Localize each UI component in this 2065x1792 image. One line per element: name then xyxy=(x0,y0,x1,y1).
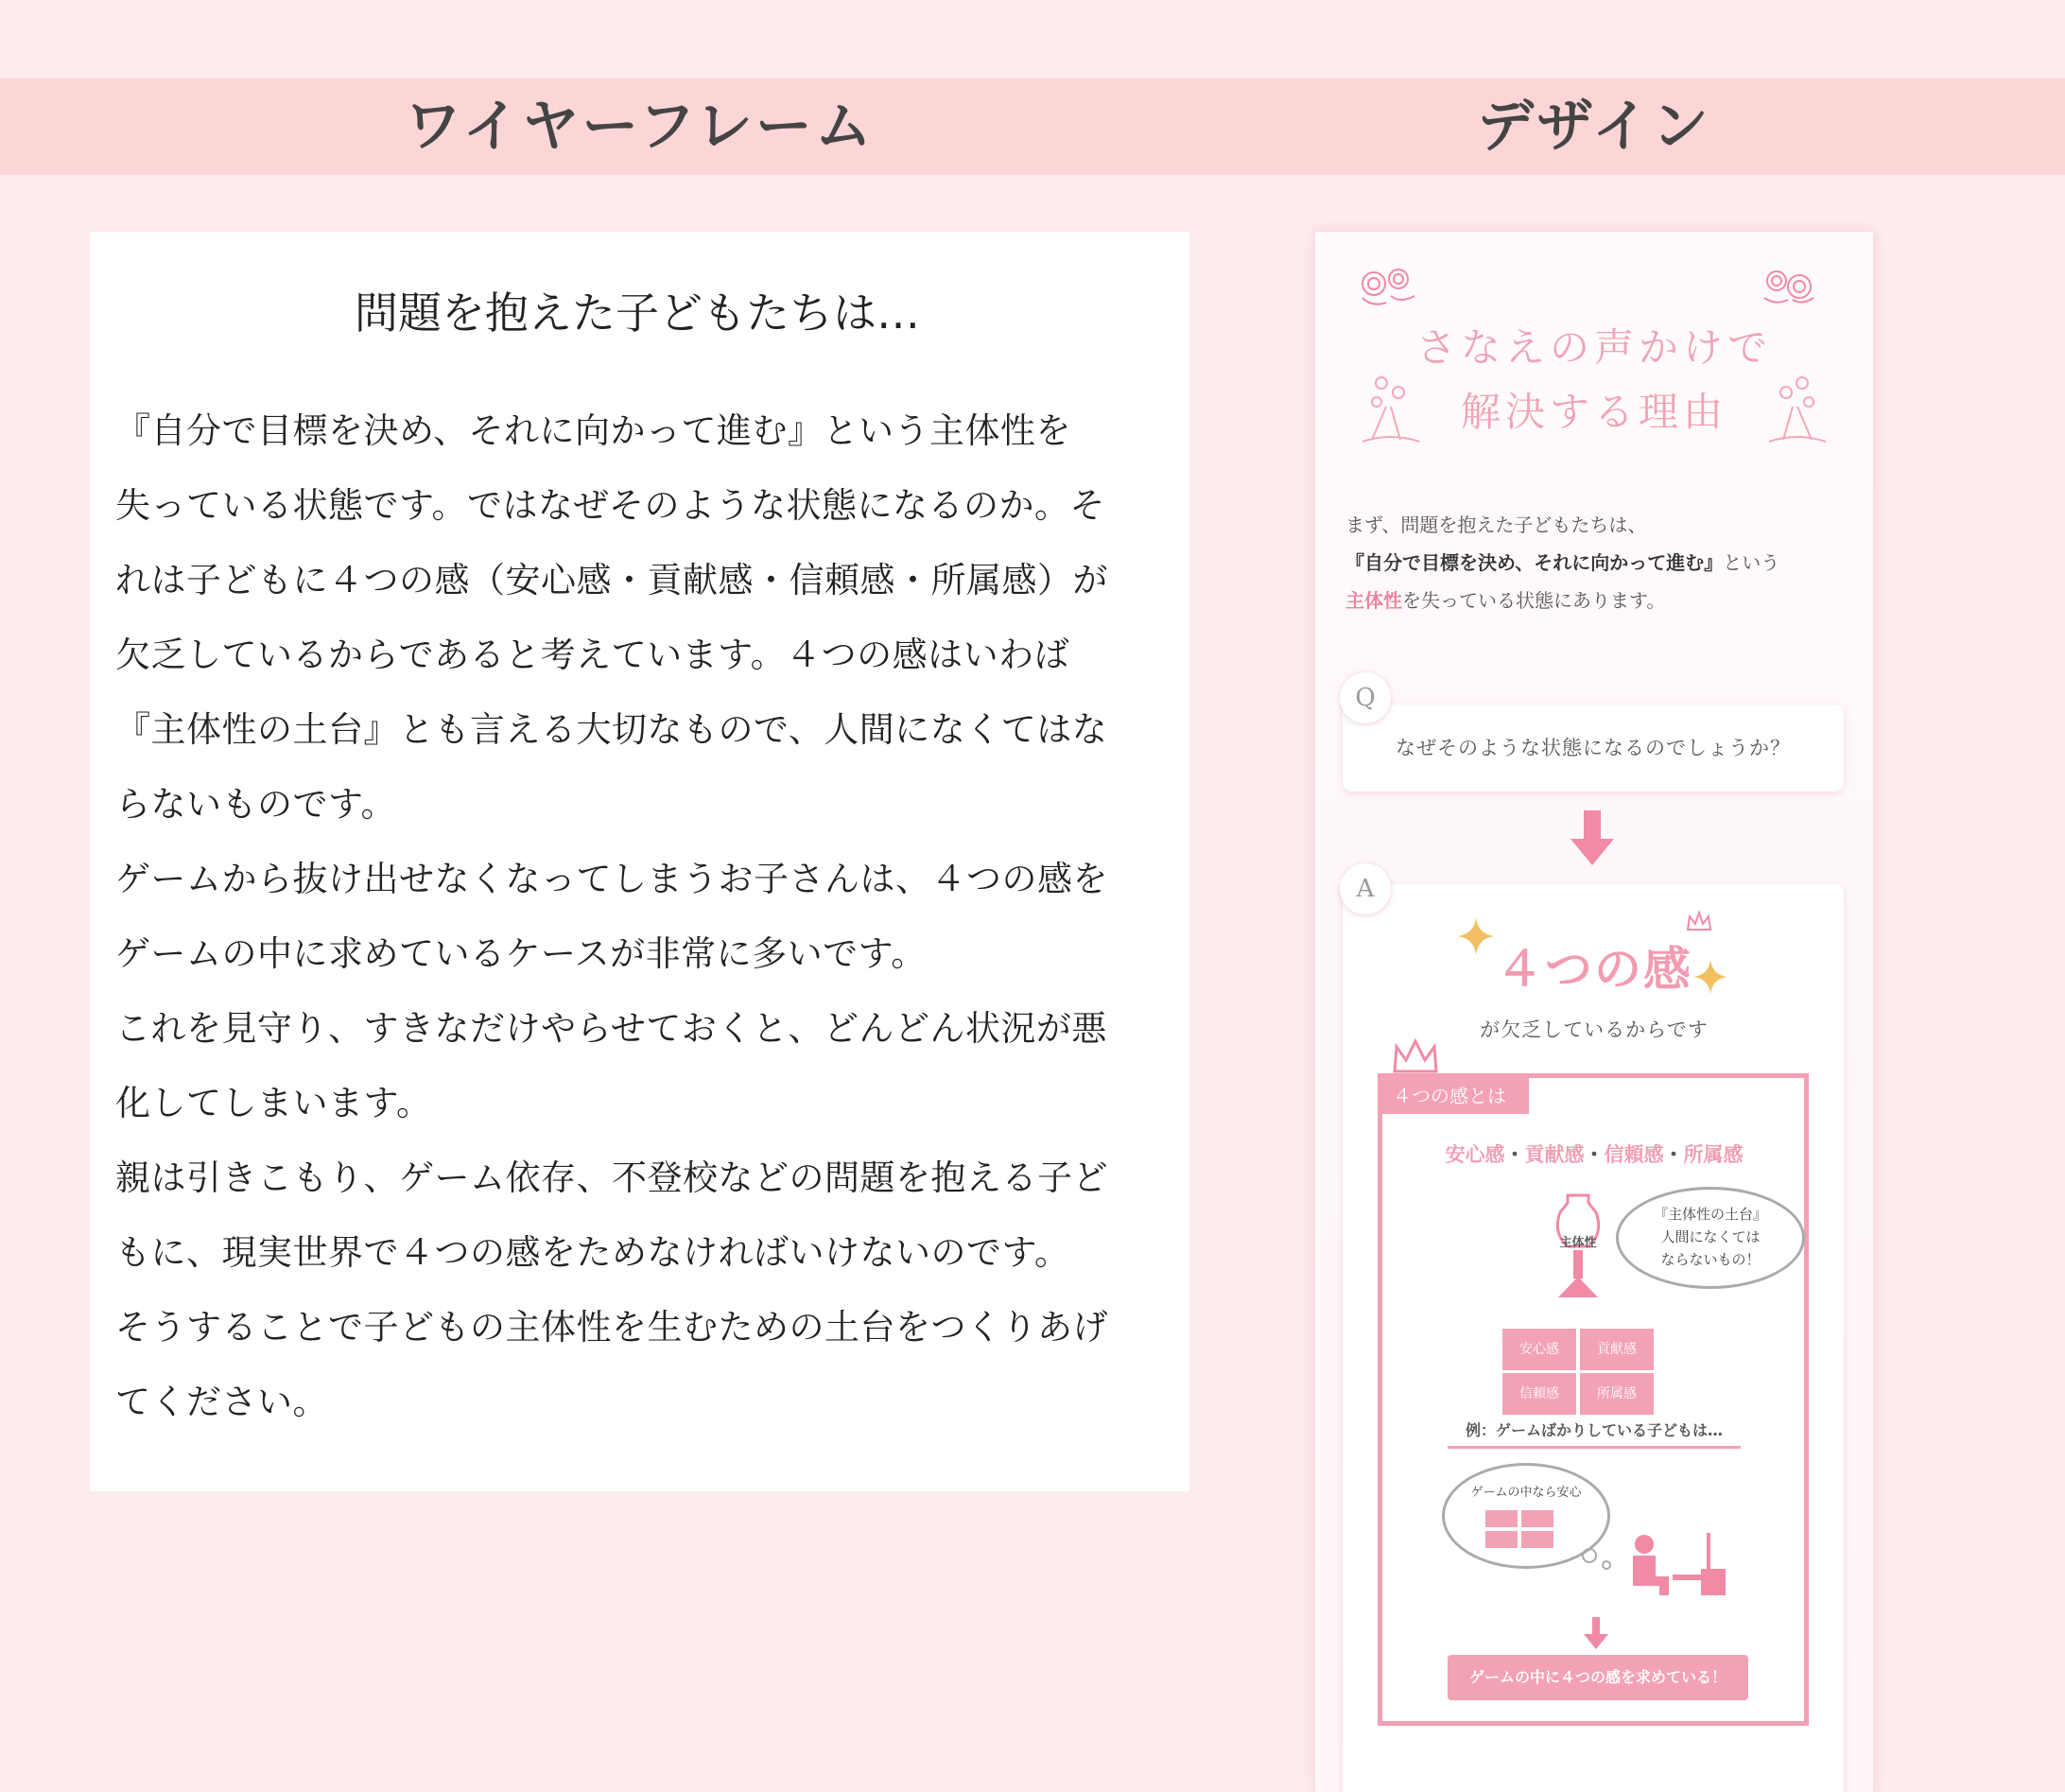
intro-line xyxy=(1345,582,1847,619)
pawn-figure-icon xyxy=(1547,1192,1609,1324)
rose-icon xyxy=(1353,260,1429,317)
gaming-child-icon xyxy=(1616,1527,1729,1603)
design-title-line2: 解決する理由 xyxy=(1460,389,1727,435)
arrow-down-icon xyxy=(1569,810,1616,867)
a-badge: A xyxy=(1340,863,1391,914)
foundation-block: 所属感 xyxy=(1580,1373,1654,1415)
thought-dots-icon xyxy=(1580,1546,1618,1575)
kan-item: 信頼感 xyxy=(1604,1143,1664,1166)
wireframe-line: 『主体性の土台』とも言える大切なもので、人間になくてはな xyxy=(115,709,1108,750)
foundation-block: 安心感 xyxy=(1502,1329,1576,1370)
frame-label: ４つの感とは xyxy=(1378,1078,1529,1114)
design-column-title: デザイン xyxy=(1477,94,1711,160)
intro-rest: を失っている状態にあります。 xyxy=(1402,589,1666,612)
kan-separator: ・ xyxy=(1504,1143,1525,1166)
conclusion-banner: ゲームの中に４つの感を求めている！ xyxy=(1448,1655,1748,1700)
wireframe-body xyxy=(115,393,1159,1439)
speech-bubble xyxy=(1616,1187,1805,1289)
q-badge: Q xyxy=(1340,672,1391,723)
question-box: なぜそのような状態になるのでしょうか？ xyxy=(1343,705,1844,792)
kan-list xyxy=(1315,1140,1873,1168)
wireframe-line: 化してしまいます。 xyxy=(115,1083,432,1123)
intro-text xyxy=(1345,506,1847,619)
wireframe-card xyxy=(90,232,1189,1491)
intro-line: まず、問題を抱えた子どもたちは、 xyxy=(1345,513,1647,536)
kan-separator: ・ xyxy=(1584,1143,1605,1166)
wireframe-line: れは子どもに４つの感（安心感・貢献感・信頼感・所属感）が xyxy=(115,560,1108,600)
mini-blocks-icon xyxy=(1485,1510,1570,1567)
thought-bubble-label: ゲームの中なら安心 xyxy=(1470,1486,1582,1500)
arrow-down-icon xyxy=(1582,1617,1610,1651)
kan-item: 所属感 xyxy=(1683,1143,1744,1166)
wireframe-line: これを見守り、すきなだけやらせておくと、どんどん状況が悪 xyxy=(115,1008,1107,1049)
kan-separator: ・ xyxy=(1663,1143,1684,1166)
rose-icon xyxy=(1750,260,1826,317)
foundation-block: 貢献感 xyxy=(1580,1329,1654,1370)
example-label: 例：ゲームばかりしている子どもは… xyxy=(1448,1418,1741,1449)
bubble-line: ならないもの！ xyxy=(1660,1251,1761,1268)
intro-highlight: 主体性 xyxy=(1345,589,1402,612)
crown-icon xyxy=(1686,911,1712,933)
wireframe-heading: 問題を抱えた子どもたちは… xyxy=(355,287,920,339)
wireframe-line: 欠乏しているからであると考えています。４つの感はいわば xyxy=(115,635,1070,675)
answer-big-title: ４つの感 xyxy=(1496,942,1692,997)
answer-subtitle: が欠乏しているからです xyxy=(1480,1018,1709,1041)
crown-icon xyxy=(1391,1037,1440,1075)
pawn-label: 主体性 xyxy=(1559,1236,1597,1250)
wireframe-line: てください。 xyxy=(115,1382,328,1422)
wireframe-line: もに、現実世界で４つの感をためなければいけないのです。 xyxy=(115,1232,1070,1273)
intro-line xyxy=(1345,544,1847,582)
wireframe-line: 失っている状態です。ではなぜそのような状態になるのか。そ xyxy=(115,485,1106,526)
wireframe-line: ゲームから抜け出せなくなってしまうお子さんは、４つの感を xyxy=(115,859,1108,899)
wireframe-line: らないものです。 xyxy=(115,784,397,825)
intro-bold: 『自分で目標を決め、それに向かって進む』 xyxy=(1345,551,1724,574)
wireframe-line: そうすることで子どもの主体性を生むための土台をつくりあげ xyxy=(115,1307,1108,1348)
kan-item: 安心感 xyxy=(1445,1143,1505,1166)
kan-item: 貢献感 xyxy=(1524,1143,1585,1166)
bubble-line: 『主体性の土台』 xyxy=(1653,1206,1767,1223)
design-card xyxy=(1315,232,1873,1792)
wireframe-line: 『自分で目標を決め、それに向かって進む』という主体性を xyxy=(115,410,1072,451)
wireframe-column-title: ワイヤーフレーム xyxy=(405,94,875,160)
design-title-line1: さなえの声かけで xyxy=(1415,324,1772,371)
wireframe-line: ゲームの中に求めているケースが非常に多いです。 xyxy=(115,933,927,974)
wireframe-line: 親は引きこもり、ゲーム依存、不登校などの問題を抱える子ど xyxy=(115,1157,1108,1198)
foundation-block: 信頼感 xyxy=(1502,1373,1576,1415)
intro-rest: という xyxy=(1723,551,1780,574)
bubble-line: 人間になくては xyxy=(1660,1228,1761,1245)
